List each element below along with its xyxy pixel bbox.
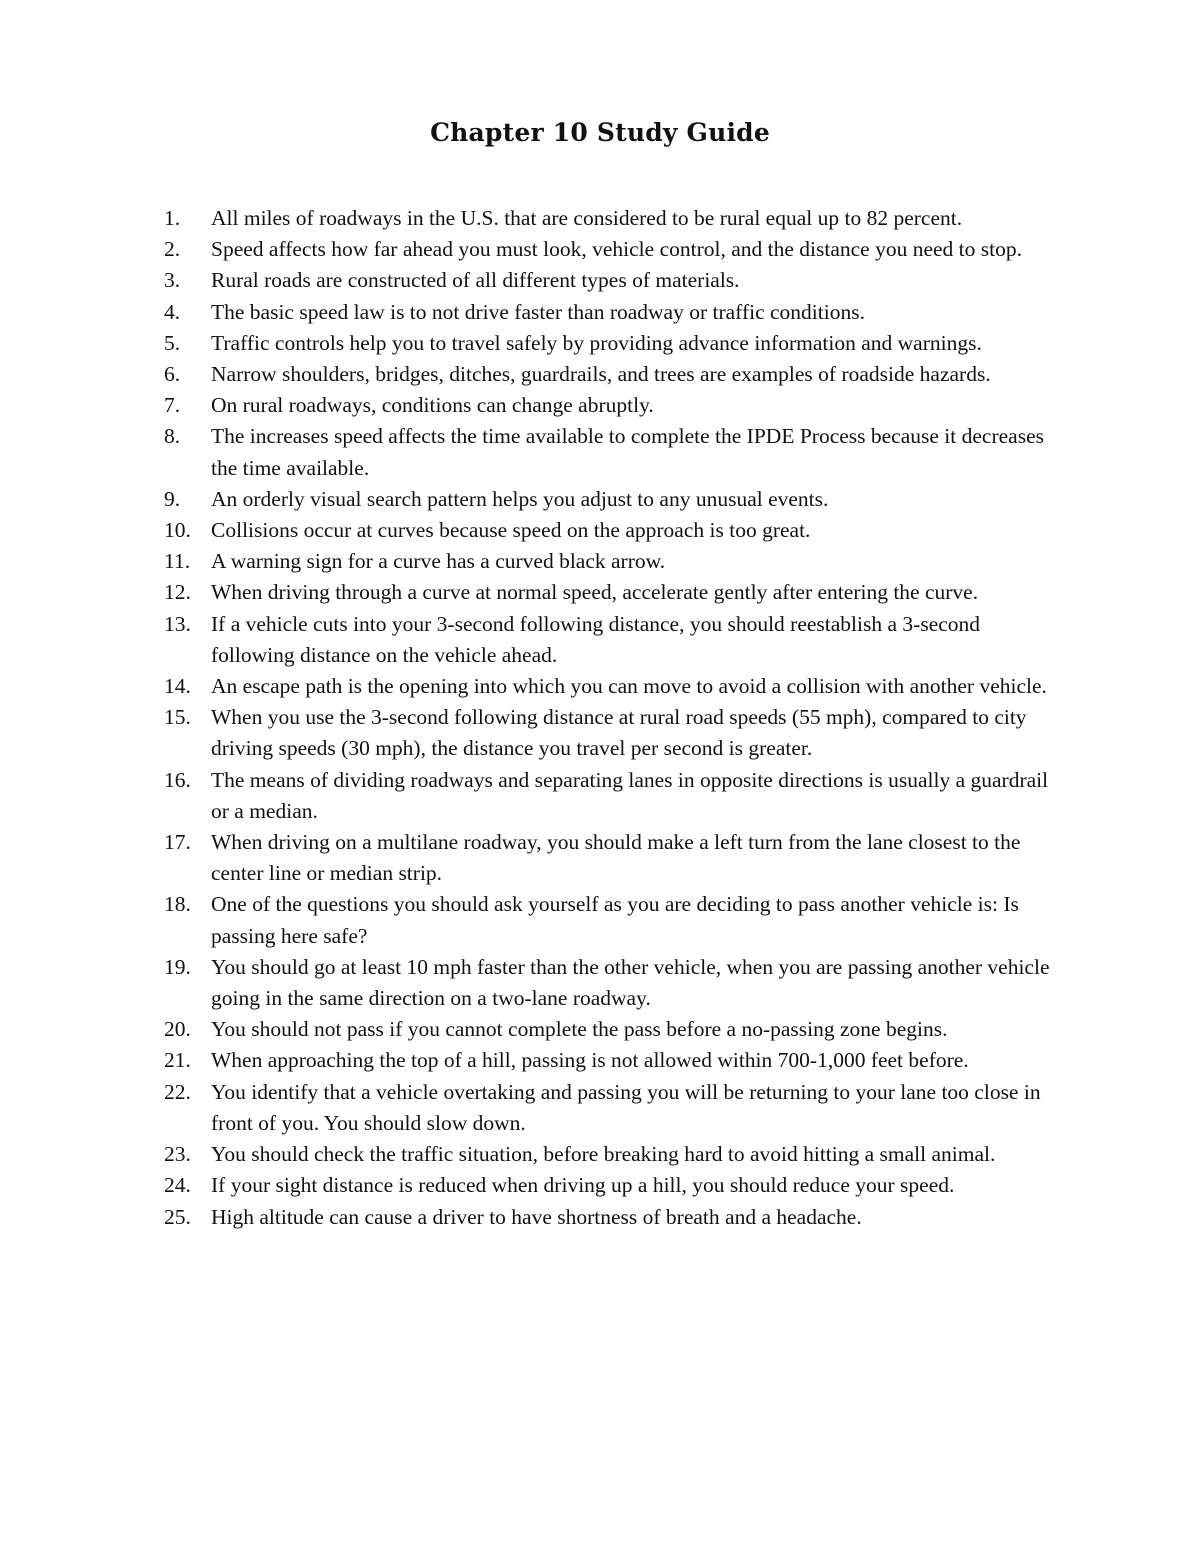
list-item bbox=[0, 702, 1061, 764]
item-text: Rural roads are constructed of all different types of materials. bbox=[211, 268, 740, 293]
item-text: When approaching the top of a hill, passing is not allowed within 700-1,000 feet before. bbox=[211, 1048, 969, 1073]
list-item bbox=[0, 390, 1061, 421]
item-text: The means of dividing roadways and separating lanes in opposite directions is usually a guardrail or a median. bbox=[211, 767, 1049, 823]
item-number: 17. bbox=[164, 830, 191, 855]
list-item bbox=[0, 328, 1061, 359]
list-item bbox=[0, 203, 1061, 234]
item-text: You should check the traffic situation, before breaking hard to avoid hitting a small animal. bbox=[211, 1142, 996, 1167]
item-number: 5. bbox=[164, 330, 181, 355]
list-item bbox=[0, 1139, 1061, 1170]
item-number: 1. bbox=[164, 206, 181, 230]
study-guide-list bbox=[0, 203, 1200, 1233]
item-number: 9. bbox=[164, 486, 181, 511]
item-number: 2. bbox=[164, 237, 181, 262]
item-text: One of the questions you should ask yourself as you are deciding to pass another vehicle is: Is passing here safe? bbox=[211, 892, 1019, 948]
item-number: 14. bbox=[164, 674, 191, 699]
item-number: 15. bbox=[164, 705, 191, 730]
item-number: 25. bbox=[164, 1204, 191, 1229]
item-number: 12. bbox=[164, 580, 191, 605]
item-number: 13. bbox=[164, 611, 191, 636]
list-item bbox=[0, 827, 1061, 889]
item-text: Traffic controls help you to travel safely by providing advance information and warnings. bbox=[211, 330, 982, 355]
list-item bbox=[0, 265, 1061, 296]
item-text: The basic speed law is to not drive faster than roadway or traffic conditions. bbox=[211, 299, 865, 324]
list-item bbox=[0, 1170, 1061, 1201]
item-text: When you use the 3-second following distance at rural road speeds (55 mph), compared to city driving speeds (30 mph), the distance you travel per second is greater. bbox=[211, 705, 1027, 761]
list-item bbox=[0, 577, 1061, 608]
list-item bbox=[0, 1077, 1061, 1139]
list-item bbox=[0, 484, 1061, 515]
item-text: You should go at least 10 mph faster than the other vehicle, when you are passing another vehicle going in the same direction on a two-lane roadway. bbox=[211, 954, 1050, 1011]
item-number: 16. bbox=[164, 767, 191, 792]
list-item bbox=[0, 671, 1061, 702]
item-text: All miles of roadways in the U.S. that are considered to be rural equal up to 82 percent. bbox=[211, 206, 963, 230]
page-title: Chapter 10 Study Guide bbox=[430, 118, 770, 147]
item-text: High altitude can cause a driver to have shortness of breath and a headache. bbox=[211, 1204, 862, 1229]
item-number: 3. bbox=[164, 268, 181, 293]
item-number: 23. bbox=[164, 1142, 191, 1167]
item-text: A warning sign for a curve has a curved black arrow. bbox=[211, 549, 666, 574]
item-text: Narrow shoulders, bridges, ditches, guardrails, and trees are examples of roadside hazards. bbox=[211, 362, 991, 387]
list-item bbox=[0, 421, 1061, 483]
item-number: 11. bbox=[164, 549, 191, 574]
item-text: When driving on a multilane roadway, you should make a left turn from the lane closest to the center line or median strip. bbox=[211, 830, 1021, 886]
item-number: 20. bbox=[164, 1017, 191, 1042]
list-item bbox=[0, 1045, 1061, 1076]
list-item bbox=[0, 234, 1061, 265]
item-text: An orderly visual search pattern helps you adjust to any unusual events. bbox=[211, 486, 829, 511]
item-text: On rural roadways, conditions can change abruptly. bbox=[211, 393, 654, 418]
item-text: When driving through a curve at normal speed, accelerate gently after entering the curve. bbox=[211, 580, 979, 605]
item-number: 4. bbox=[164, 299, 181, 324]
item-text: Speed affects how far ahead you must look, vehicle control, and the distance you need to stop. bbox=[211, 237, 1022, 262]
item-number: 24. bbox=[164, 1173, 191, 1198]
list-item bbox=[0, 1014, 1061, 1045]
list-item bbox=[0, 765, 1061, 827]
item-number: 22. bbox=[164, 1079, 191, 1104]
item-text: You should not pass if you cannot complete the pass before a no-passing zone begins. bbox=[211, 1017, 948, 1042]
list-item bbox=[0, 1202, 1061, 1233]
item-text: If your sight distance is reduced when driving up a hill, you should reduce your speed. bbox=[211, 1173, 955, 1198]
item-text: If a vehicle cuts into your 3-second following distance, you should reestablish a 3-second following distance on the vehicle ahead. bbox=[211, 611, 981, 667]
item-number: 8. bbox=[164, 424, 181, 449]
item-number: 10. bbox=[164, 518, 191, 543]
item-text: An escape path is the opening into which you can move to avoid a collision with another vehicle. bbox=[211, 674, 1047, 699]
list-item bbox=[0, 515, 1061, 546]
item-number: 18. bbox=[164, 892, 191, 917]
list-item bbox=[0, 889, 1061, 951]
item-number: 7. bbox=[164, 393, 181, 418]
item-text: Collisions occur at curves because speed on the approach is too great. bbox=[211, 518, 811, 543]
item-number: 19. bbox=[164, 954, 191, 979]
item-text: The increases speed affects the time available to complete the IPDE Process because it decreases the time available. bbox=[211, 424, 1044, 480]
item-number: 21. bbox=[164, 1048, 191, 1073]
list-item bbox=[0, 546, 1061, 577]
list-item bbox=[0, 609, 1061, 671]
list-item bbox=[0, 952, 1061, 1014]
list-item bbox=[0, 359, 1061, 390]
item-number: 6. bbox=[164, 362, 181, 387]
item-text: You identify that a vehicle overtaking and passing you will be returning to your lane too close in front of you. You should slow down. bbox=[211, 1079, 1041, 1135]
list-item bbox=[0, 297, 1061, 328]
